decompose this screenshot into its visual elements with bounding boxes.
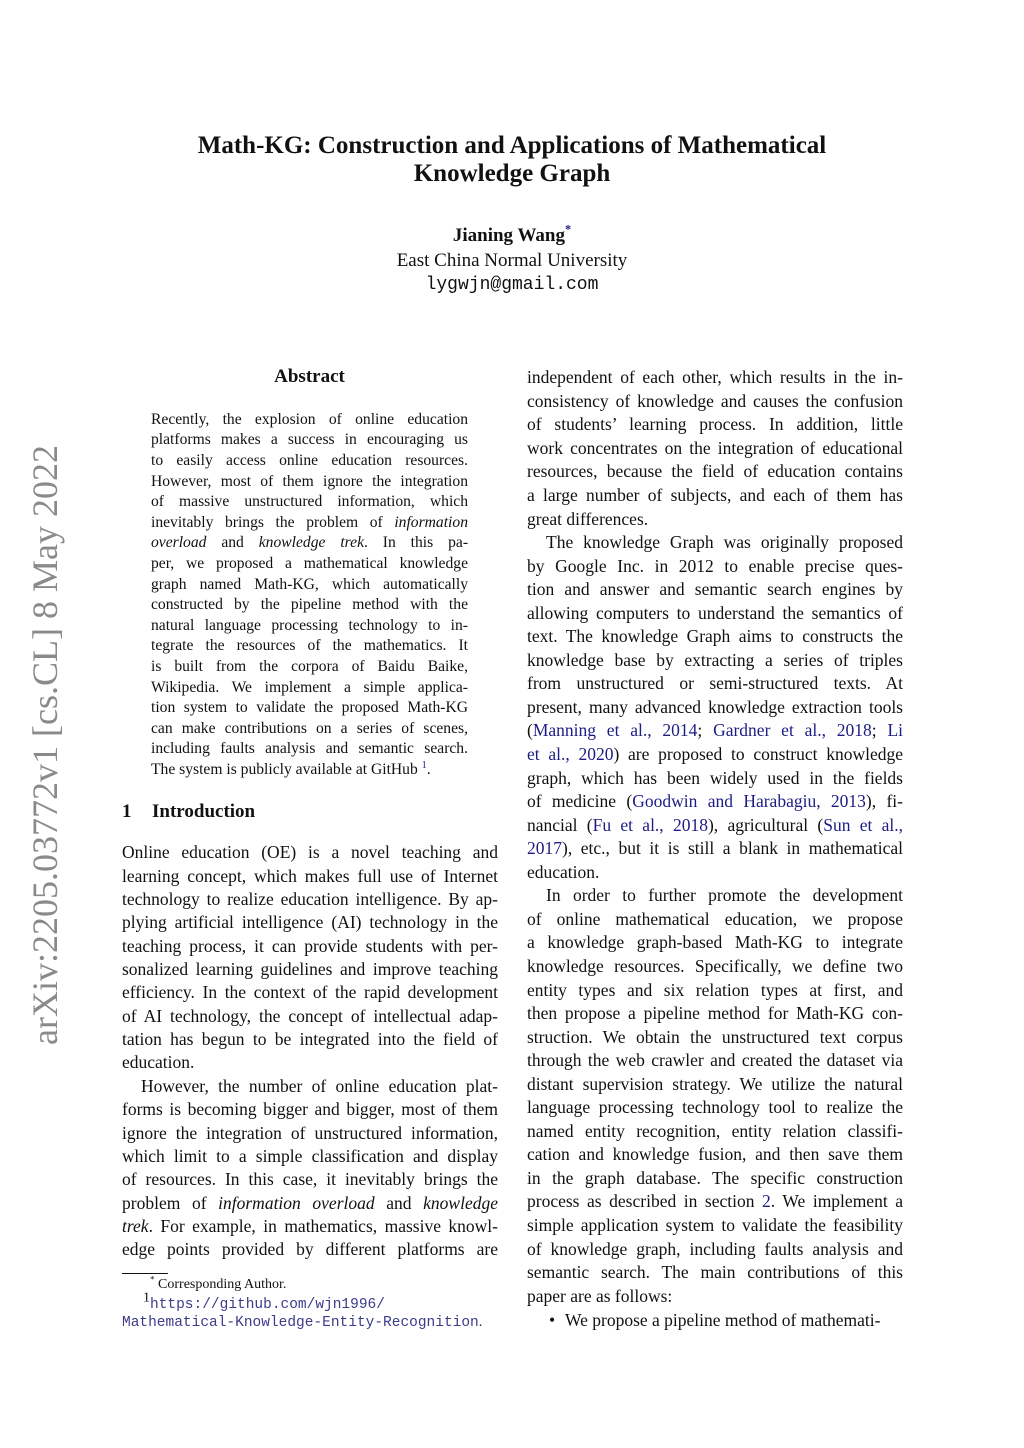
text-run: However, the number of online education plat- (141, 1075, 498, 1096)
text-line (527, 861, 903, 885)
text-run: . In this pa- (364, 534, 469, 552)
text-line (122, 1051, 498, 1074)
text-run: simple application system to validate the feasibility (527, 1215, 903, 1236)
text-line (141, 1075, 498, 1098)
bullet-item: We propose a pipeline method of mathemati- (565, 1310, 881, 1330)
text-line (527, 508, 903, 532)
text-run: semantic search. The main contributions of this (527, 1262, 903, 1283)
text-run: nancial ( (527, 814, 593, 835)
text-run: work concentrates on the integration of educational (527, 437, 903, 458)
text-run: paper are as follows: (527, 1285, 673, 1306)
text-run: Recently, the explosion of online education (151, 410, 468, 428)
text-run: process as described in section (527, 1191, 763, 1212)
author-name: Jianing Wang (452, 225, 565, 246)
text-run: ignore the integration of unstructured information, (122, 1122, 498, 1143)
text-line (527, 1190, 903, 1214)
text-line (527, 743, 903, 767)
text-line (527, 1167, 903, 1191)
text-line (122, 1028, 498, 1051)
text-run: graph, which has been widely used in the fields (527, 767, 903, 788)
text-run: a knowledge graph-based Math-KG to integrate (527, 932, 903, 953)
text-line (527, 1073, 903, 1097)
text-line (122, 1005, 498, 1028)
text-line (151, 451, 468, 472)
paper-title-line-2: Knowledge Graph (413, 160, 611, 187)
text-run: ), fi- (865, 791, 903, 812)
text-run: ; (871, 720, 888, 741)
citation-link[interactable]: 2017 (527, 838, 562, 859)
text-line (151, 760, 468, 781)
citation-link[interactable]: Goodwin and Harabagiu, 2013 (632, 791, 866, 812)
text-line (527, 390, 903, 414)
text-run: from unstructured or semi-structured texts. At (527, 673, 903, 694)
text-line (122, 981, 498, 1004)
author-affiliation: East China Normal University (396, 250, 628, 271)
citation-link[interactable]: et al., 2020 (527, 744, 614, 765)
text-run: technology to realize education intelligence. By ap- (122, 889, 498, 910)
italic-run: knowledge (423, 1192, 498, 1213)
text-run: efficiency. In the context of the rapid development (122, 982, 498, 1003)
text-run: allowing computers to understand the semantics of (527, 602, 903, 623)
text-line (151, 678, 468, 699)
text-run: forms is becoming bigger and bigger, most of them (122, 1099, 498, 1120)
text-run: resources, because the field of education contains (527, 461, 903, 482)
citation-link[interactable]: Gardner et al., 2018 (713, 720, 872, 741)
citation-link[interactable]: 2 (762, 1191, 771, 1212)
author-footnote-mark[interactable]: * (564, 222, 572, 237)
text-run: cation and knowledge fusion, and then save them (527, 1144, 903, 1165)
text-run: distant supervision strategy. We utilize the natural (527, 1073, 903, 1094)
text-line (122, 1192, 498, 1215)
text-line (151, 595, 468, 616)
text-line (527, 413, 903, 437)
text-line (527, 484, 903, 508)
text-run: . We implement a (770, 1191, 903, 1212)
text-run: is built from the corpora of Baidu Baike, (151, 657, 468, 675)
text-run: including faults analysis and semantic search. (151, 740, 468, 758)
text-run: However, most of them ignore the integration (151, 472, 468, 490)
text-line (122, 888, 498, 911)
text-line (151, 492, 468, 513)
author-name-block (0, 222, 1024, 247)
text-run: plying artificial intelligence (AI) technology in the (122, 912, 498, 933)
text-line (151, 472, 468, 493)
text-run: knowledge resources. Specifically, we define two (527, 955, 903, 976)
text-run: a large number of subjects, and each of them has (527, 484, 903, 505)
text-run: through the web crawler and created the dataset via (527, 1050, 903, 1071)
text-line (527, 837, 903, 861)
text-line (151, 739, 468, 760)
text-line (151, 719, 468, 740)
github-link-line-2[interactable]: Mathematical-Knowledge-Entity-Recognition (122, 1315, 479, 1331)
text-line (527, 790, 903, 814)
text-run: language processing technology tool to realize the (527, 1097, 903, 1118)
text-run: . (426, 760, 431, 778)
text-run: graph named Math-KG, which automatically (151, 575, 468, 593)
text-run: The system is publicly available at GitHub (151, 760, 422, 778)
text-run: education. (527, 861, 600, 882)
text-line (151, 554, 468, 575)
text-line (527, 578, 903, 602)
author-email: lygwjn@gmail.com (425, 275, 599, 295)
text-line (527, 696, 903, 720)
text-run: named entity recognition, entity relation classifi- (527, 1120, 903, 1141)
text-line (151, 636, 468, 657)
text-line (527, 437, 903, 461)
text-run: struction. We obtain the unstructured text corpus (527, 1026, 903, 1047)
text-line (527, 366, 903, 390)
text-run: problem of (122, 1192, 219, 1213)
text-line (527, 1261, 903, 1285)
text-run: teaching process, it can provide students with per- (122, 935, 498, 956)
text-line (527, 602, 903, 626)
text-run: to easily access online education resources. (151, 451, 468, 469)
text-run: ( (527, 720, 533, 741)
text-line (122, 1215, 498, 1238)
text-line (122, 911, 498, 934)
section-number: 1 (122, 801, 132, 822)
text-line (527, 1214, 903, 1238)
text-line (122, 1122, 498, 1145)
text-run: in the graph database. The specific construction (527, 1167, 903, 1188)
text-line (151, 616, 468, 637)
text-run: Wikipedia. We implement a simple applica- (151, 678, 468, 696)
text-line (122, 865, 498, 888)
text-run: of massive unstructured information, which (151, 493, 468, 511)
abstract-heading: Abstract (274, 366, 345, 387)
text-run: of knowledge graph, including faults analysis and (527, 1238, 903, 1259)
text-run: independent of each other, which results in the in- (527, 367, 903, 388)
text-line (527, 908, 903, 932)
text-run: In order to further promote the development (546, 885, 903, 906)
text-run: edge points provided by different platforms are (122, 1239, 498, 1260)
text-line (527, 767, 903, 791)
text-run: natural language processing technology to in- (151, 616, 468, 634)
text-line (151, 575, 468, 596)
text-run: per, we proposed a mathematical knowledge (151, 554, 468, 572)
citation-link[interactable]: Manning et al., 2014 (532, 720, 698, 741)
footnote-url-cont (122, 1313, 482, 1331)
text-run: . For example, in mathematics, massive knowl- (148, 1215, 498, 1236)
text-line (122, 958, 498, 981)
footnote-corresponding (150, 1274, 287, 1293)
footnote-url (143, 1290, 385, 1313)
text-run: and (374, 1192, 424, 1213)
text-line (527, 649, 903, 673)
citation-link[interactable]: Li (887, 720, 903, 741)
text-run: entity types and six relation types at first, and (527, 979, 903, 1000)
text-run: consistency of knowledge and causes the confusion (527, 390, 903, 411)
text-run: by Google Inc. in 2012 to enable precise ques- (527, 555, 903, 576)
text-run: tegrate the resources of the mathematics. It (151, 637, 468, 655)
footnote-ref[interactable]: 1 (421, 759, 427, 771)
text-run: then propose a pipeline method for Math-KG con- (527, 1003, 903, 1024)
text-line (122, 1145, 498, 1168)
text-run: education. (122, 1052, 195, 1073)
footnote-rule (122, 1273, 168, 1274)
text-line (527, 1002, 903, 1026)
text-run: ) are proposed to construct knowledge (613, 744, 903, 765)
text-line (151, 430, 468, 451)
text-run: present, many advanced knowledge extraction tools (527, 696, 903, 717)
text-run: tion and answer and semantic search engines by (527, 579, 903, 600)
citation-link[interactable]: Sun et al., (823, 814, 904, 835)
text-line (151, 410, 468, 431)
text-line (546, 531, 903, 555)
text-run: sonalized learning guidelines and improve teaching (122, 959, 498, 980)
italic-run: knowledge trek (258, 534, 364, 552)
text-run: of medicine ( (527, 791, 633, 812)
text-run: ; (697, 720, 714, 741)
text-line (527, 460, 903, 484)
text-run: which limit to a simple classification and display (122, 1145, 498, 1166)
text-line (151, 513, 468, 534)
text-line (527, 719, 903, 743)
text-line (527, 931, 903, 955)
text-line (527, 555, 903, 579)
section-heading: Introduction (152, 801, 256, 822)
paper-title-line-1: Math-KG: Construction and Applications of Mathematical (197, 132, 827, 159)
text-run: of resources. In this case, it inevitably brings the (122, 1169, 498, 1190)
text-line (122, 1238, 498, 1261)
text-line (527, 1049, 903, 1073)
italic-run: trek (122, 1215, 149, 1236)
footnote-text: Corresponding Author. (158, 1277, 287, 1292)
italic-run: overload (151, 534, 207, 552)
text-line (527, 625, 903, 649)
bullet-marker: • (549, 1310, 556, 1330)
footnote-mark: * (150, 1274, 155, 1285)
text-line (527, 1285, 903, 1309)
text-line (527, 1238, 903, 1262)
text-run: Online education (OE) is a novel teaching and (122, 842, 498, 863)
text-line (151, 698, 468, 719)
text-line (122, 1168, 498, 1191)
text-line (151, 657, 468, 678)
text-run: constructed by the pipeline method with the (151, 596, 468, 614)
arxiv-stamp: arXiv:2205.03772v1 [cs.CL] 8 May 2022 (25, 445, 65, 1045)
text-run: text. The knowledge Graph aims to constructs the (527, 626, 903, 647)
text-run: great differences. (527, 508, 649, 529)
text-run: The knowledge Graph was originally proposed (546, 532, 903, 553)
text-run: knowledge base by extracting a series of triples (527, 649, 903, 670)
text-line (151, 533, 468, 554)
text-line (527, 1143, 903, 1167)
text-line (527, 1120, 903, 1144)
text-line (527, 814, 903, 838)
text-run: platforms makes a success in encouraging us (151, 431, 468, 449)
footnote-period: . (478, 1315, 483, 1330)
text-run: inevitably brings the problem of (151, 513, 395, 531)
footnote-url-mark: 1 (143, 1290, 150, 1306)
text-run: and (206, 534, 259, 552)
text-run: tation has begun to be integrated into the field of (122, 1029, 498, 1050)
text-run: tion system to validate the proposed Math-KG (151, 699, 468, 717)
italic-run: information (394, 513, 468, 531)
text-line (527, 672, 903, 696)
text-run: of AI technology, the concept of intellectual adap- (122, 1005, 498, 1026)
text-line (122, 841, 498, 864)
text-line (122, 935, 498, 958)
text-run: learning concept, which makes full use of Internet (122, 865, 498, 886)
text-run: ), etc., but it is still a blank in mathematical (562, 838, 903, 859)
text-line (122, 1098, 498, 1121)
text-line (546, 884, 903, 908)
github-link-line-1[interactable]: https://github.com/wjn1996/ (150, 1297, 385, 1313)
text-line (527, 955, 903, 979)
text-run: can make contributions on a series of scenes, (151, 719, 468, 737)
citation-link[interactable]: Fu et al., 2018 (592, 814, 708, 835)
text-line (527, 1026, 903, 1050)
text-run: ), agricultural ( (707, 814, 824, 835)
italic-run: information overload (218, 1192, 375, 1213)
text-run: of online mathematical education, we propose (527, 908, 903, 929)
text-run: of students’ learning process. In addition, little (527, 414, 903, 435)
text-line (527, 979, 903, 1003)
text-line (527, 1096, 903, 1120)
